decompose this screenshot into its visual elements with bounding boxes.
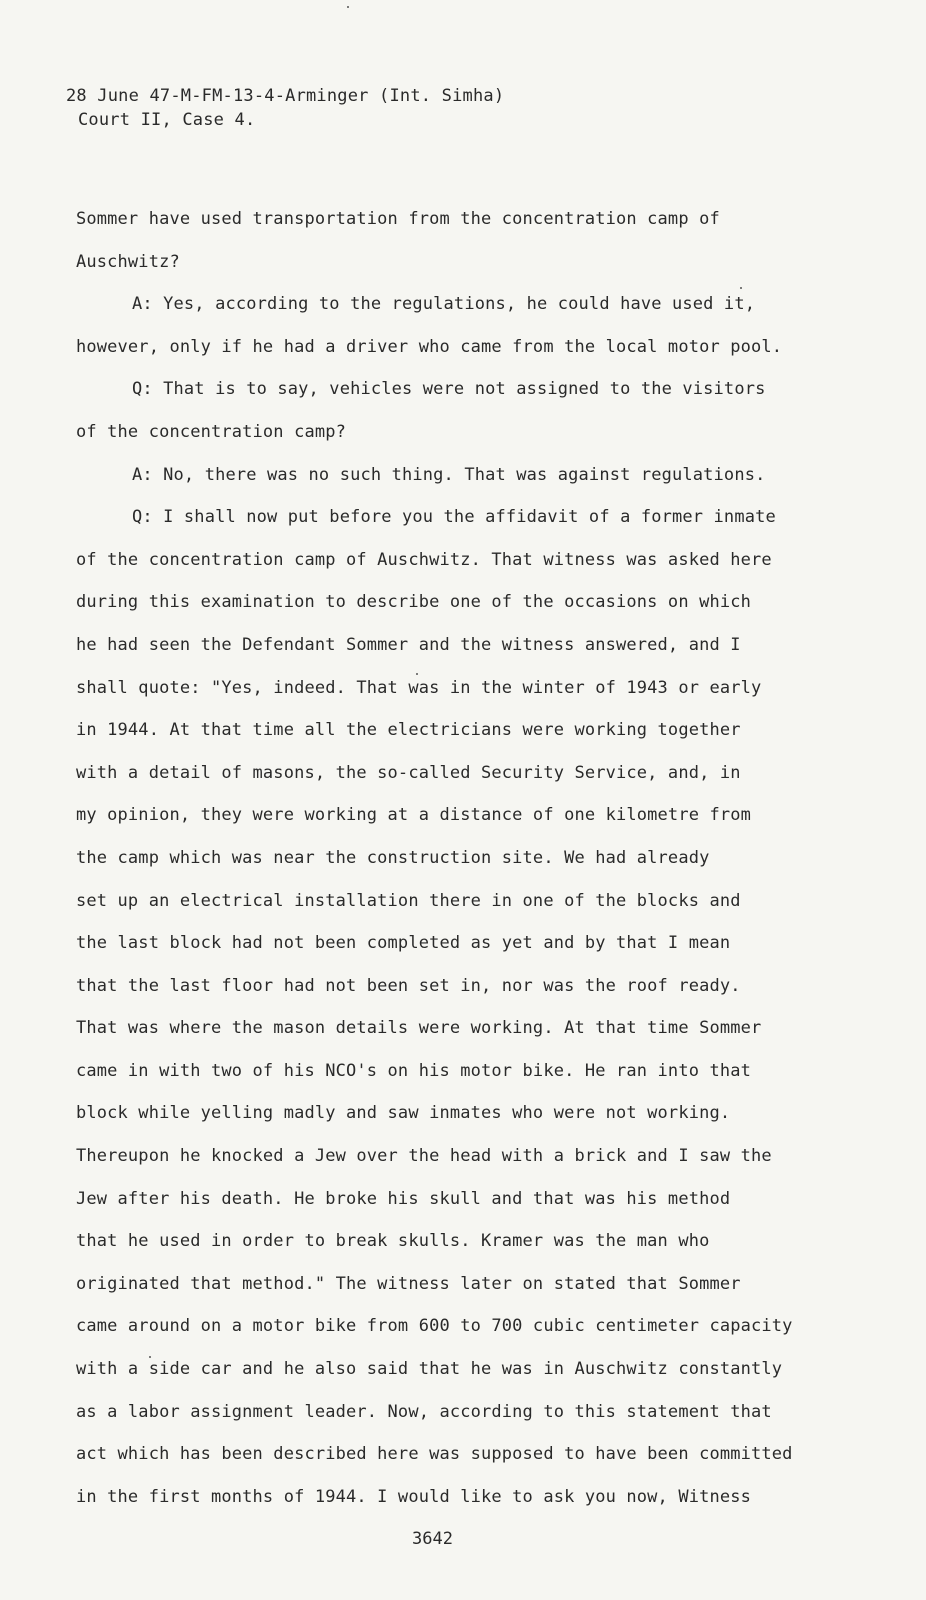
transcript-line: the last block had not been completed as yet and by that I mean	[76, 933, 731, 954]
transcript-body	[76, 207, 906, 1527]
transcript-line: that he used in order to break skulls. Kramer was the man who	[76, 1231, 710, 1252]
paper-speck	[740, 287, 742, 289]
page-number: 3642	[412, 1529, 453, 1549]
transcript-line: he had seen the Defendant Sommer and the witness answered, and I	[76, 634, 741, 655]
transcript-line: came around on a motor bike from 600 to 700 cubic centimeter capacity	[76, 1316, 793, 1337]
transcript-line: act which has been described here was supposed to have been committed	[76, 1444, 793, 1465]
transcript-line: my opinion, they were working at a distance of one kilometre from	[76, 805, 752, 826]
transcript-line: Sommer have used transportation from the concentration camp of	[76, 209, 720, 229]
header-court-line: Court II, Case 4.	[78, 110, 256, 130]
transcript-line: set up an electrical installation there in one of the blocks and	[76, 890, 741, 911]
document-header	[66, 84, 504, 132]
transcript-line: of the concentration camp?	[76, 421, 347, 442]
transcript-line: A: No, there was no such thing. That was against regulations.	[132, 464, 766, 485]
transcript-line: during this examination to describe one of the occasions on which	[76, 592, 752, 613]
transcript-line: Q: I shall now put before you the affidavit of a former inmate	[132, 507, 776, 528]
transcript-line: That was where the mason details were working. At that time Sommer	[76, 1018, 762, 1039]
paper-speck	[416, 673, 418, 675]
transcript-line: the camp which was near the construction site. We had already	[76, 847, 710, 868]
transcript-line: as a labor assignment leader. Now, according to this statement that	[76, 1401, 772, 1422]
transcript-line: of the concentration camp of Auschwitz. That witness was asked here	[76, 549, 772, 570]
paper-speck	[347, 6, 349, 8]
transcript-line: that the last floor had not been set in, nor was the roof ready.	[76, 975, 741, 996]
transcript-line: however, only if he had a driver who came from the local motor pool.	[76, 336, 783, 357]
transcript-line: came in with two of his NCO's on his motor bike. He ran into that	[76, 1060, 752, 1081]
transcript-line: Thereupon he knocked a Jew over the head with a brick and I saw the	[76, 1146, 772, 1167]
transcript-line: in 1944. At that time all the electricians were working together	[76, 720, 741, 741]
paper-speck	[149, 1356, 151, 1358]
transcript-line: in the first months of 1944. I would like to ask you now, Witness	[76, 1486, 752, 1507]
transcript-line: Jew after his death. He broke his skull and that was his method	[76, 1188, 731, 1209]
header-date-line: 28 June 47-M-FM-13-4-Arminger (Int. Simha)	[66, 86, 505, 106]
transcript-line: block while yelling madly and saw inmates who were not working.	[76, 1103, 731, 1124]
transcript-line: shall quote: "Yes, indeed. That was in the winter of 1943 or early	[76, 677, 762, 698]
transcript-line: with a detail of masons, the so-called Security Service, and, in	[76, 762, 741, 783]
transcript-line: with a side car and he also said that he was in Auschwitz constantly	[76, 1359, 783, 1380]
transcript-line: Q: That is to say, vehicles were not assigned to the visitors	[132, 379, 766, 400]
transcript-line: A: Yes, according to the regulations, he could have used it,	[132, 294, 756, 315]
transcript-line: Auschwitz?	[76, 251, 180, 272]
transcript-line: originated that method." The witness later on stated that Sommer	[76, 1273, 741, 1294]
